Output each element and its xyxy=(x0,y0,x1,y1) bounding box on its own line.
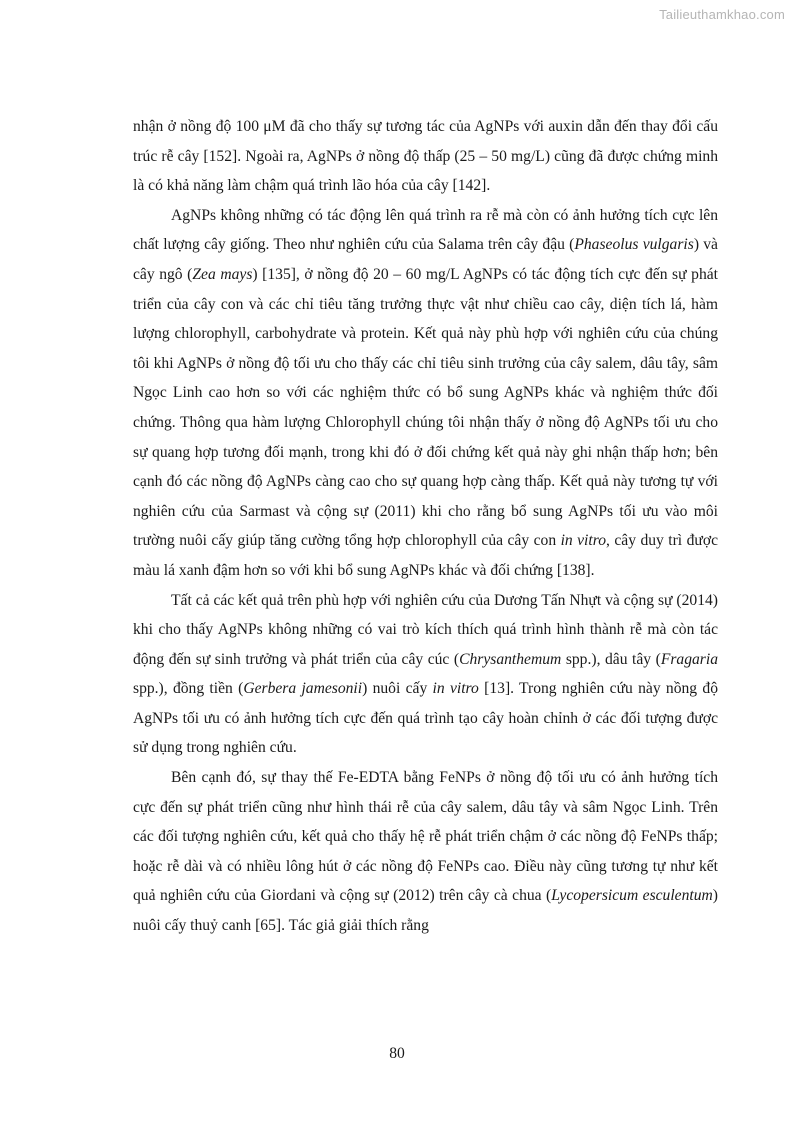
paragraph-3-text: [13]. Trong nghiên cứu này nồng độ AgNPs tối ưu có ảnh hưởng tích cực đến quá trình tạo cây hoàn chỉnh ở các đối tượng được sử dụng trong nghiên cứu. xyxy=(133,680,718,757)
paragraph-4-text: ) nuôi cấy thuỷ canh [65]. Tác giả giải thích rằng xyxy=(133,887,718,935)
paragraph-3 xyxy=(133,586,718,764)
paragraph-3-species-fragaria: Fragaria xyxy=(660,650,718,668)
paragraph-2-species-zea: Zea mays xyxy=(192,265,253,283)
paragraph-2-species-phaseolus: Phaseolus vulgaris xyxy=(574,236,694,254)
paragraph-2 xyxy=(133,201,718,586)
paragraph-3-text: spp.), dâu tây ( xyxy=(561,650,661,668)
paragraph-2-text: , cây duy trì được màu lá xanh đậm hơn so với khi bổ sung AgNPs khác và đối chứng [138]. xyxy=(133,532,718,579)
paragraph-4-text: Bên cạnh đó, sự thay thế Fe-EDTA bằng FeNPs ở nồng độ tối ưu có ảnh hưởng tích cực đến sự phát triển cũng như hình thái rễ của cây salem, dâu tây và sâm Ngọc Linh. Trên các đối tượng nghiên cứu, kết quả cho thấy hệ rễ phát triển chậm ở các nồng độ FeNPs thấp; hoặc rễ dài và có nhiều lông hút ở các nồng độ FeNPs cao. Điều này cũng tương tự như kết quả nghiên cứu của Giordani và cộng sự (2012) trên cây cà chua ( xyxy=(133,769,718,905)
paragraph-2-text: ) [135], ở nồng độ 20 – 60 mg/L AgNPs có tác động tích cực đến sự phát triển của cây con và các chỉ tiêu tăng trưởng thực vật như chiều cao cây, diện tích lá, hàm lượng chlorophyll, carbohydrate và protein. Kết quả này phù hợp với nghiên cứu của chúng tôi khi AgNPs ở nồng độ tối ưu cho thấy các chỉ tiêu sinh trưởng của cây salem, dâu tây, sâm Ngọc Linh cao hơn so với các nghiệm thức có bổ sung AgNPs khác và nghiệm thức đối chứng. Thông qua hàm lượng Chlorophyll chúng tôi nhận thấy ở nồng độ AgNPs tối ưu cho sự quang hợp tương đối mạnh, trong khi đó ở đối chứng kết quả này ghi nhận thấp hơn; bên cạnh đó các nồng độ AgNPs càng cao cho sự quang hợp càng thấp. Kết quả này tương tự với nghiên cứu của Sarmast và cộng sự (2011) khi cho rằng bổ sung AgNPs tối ưu vào môi trường nuôi cấy giúp tăng cường tổng hợp chlorophyll của cây con xyxy=(133,265,718,550)
paragraph-2-term-in-vitro: in vitro xyxy=(560,532,607,550)
paragraph-4-species-lycopersicum: Lycopersicum esculentum xyxy=(551,887,713,905)
paragraph-3-text: Tất cả các kết quả trên phù hợp với nghiên cứu của Dương Tấn Nhựt và cộng sự (2014) khi cho thấy AgNPs không những có vai trò kích thích quá trình hình thành rễ mà còn tác động đến sự sinh trưởng và phát triển của cây cúc ( xyxy=(133,591,718,668)
paragraph-4 xyxy=(133,763,718,941)
paragraph-1 xyxy=(133,112,718,201)
paragraph-3-species-gerbera: Gerbera jamesonii xyxy=(243,680,363,698)
paragraph-3-text: ) nuôi cấy xyxy=(362,680,433,698)
paragraph-3-species-chrysanthemum: Chrysanthemum xyxy=(459,650,562,668)
page-number: 80 xyxy=(389,1045,405,1062)
document-body xyxy=(133,112,718,941)
paragraph-3-text: spp.), đồng tiền ( xyxy=(133,680,244,698)
paragraph-2-text: ) và cây ngô ( xyxy=(133,236,718,283)
watermark-text: Tailieuthamkhao.com xyxy=(659,7,785,22)
paragraph-3-term-in-vitro: in vitro xyxy=(432,680,479,698)
paragraph-2-text: AgNPs không những có tác động lên quá trình ra rễ mà còn có ảnh hưởng tích cực lên chất lượng cây giống. Theo như nghiên cứu của Salama trên cây đậu ( xyxy=(133,206,718,254)
paragraph-1-text: nhận ở nồng độ 100 μM đã cho thấy sự tương tác của AgNPs với auxin dẫn đến thay đổi cấu trúc rễ cây [152]. Ngoài ra, AgNPs ở nồng độ thấp (25 – 50 mg/L) cũng đã được chứng minh là có khả năng làm chậm quá trình lão hóa của cây [142]. xyxy=(133,118,718,195)
